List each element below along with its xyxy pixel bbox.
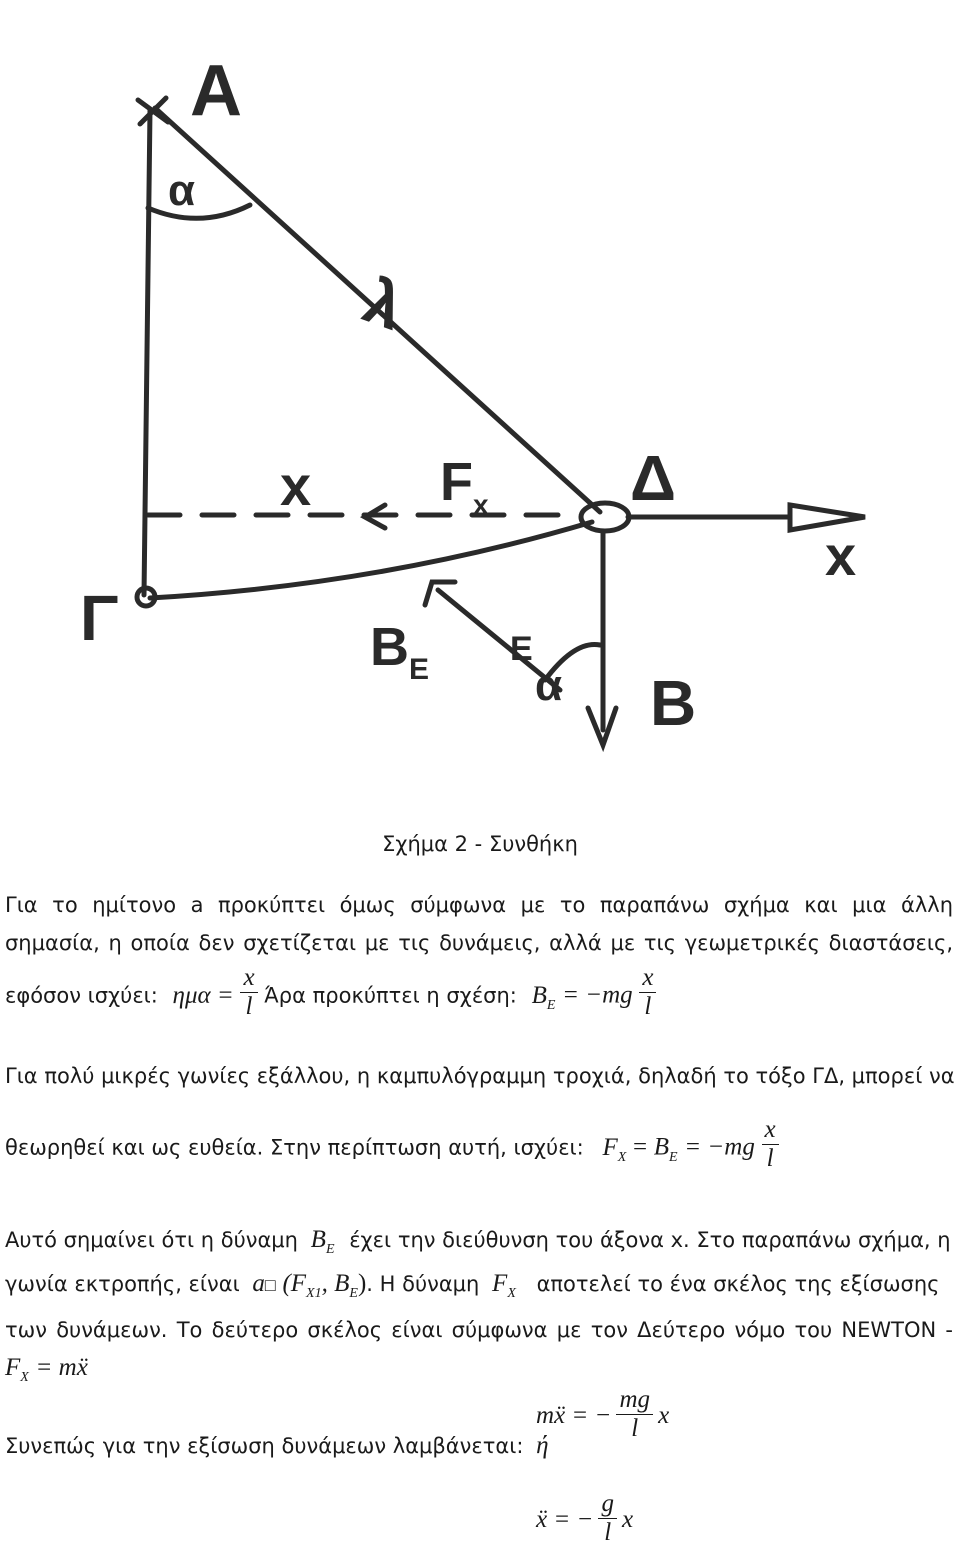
alpha-arc-top <box>148 205 250 218</box>
para3-line1: Αυτό σημαίνει ότι η δύναμη $B_E$ έχει την διεύθυνση του άξονα x. Στο παραπάνω σχήμα, η <box>5 1226 951 1257</box>
label-x-distance: x <box>280 454 312 517</box>
B-symbol: B <box>531 981 547 1009</box>
label-E: E <box>510 630 533 668</box>
newton-law: $F_X$ = mẍ <box>5 1354 88 1385</box>
para1-line3: εφόσον ισχύει: ημα = $\frac{x}{l}$ Άρα προκύπτει η σχέση: $B_E = -mg$ $\frac{x}{l}$ <box>5 968 656 1025</box>
eta-alpha: ημα = <box>172 981 234 1009</box>
figure-caption: Σχήμα 2 - Συνθήκη <box>382 832 578 856</box>
label-B: B <box>650 667 697 739</box>
para2-text: θεωρηθεί και ως ευθεία. Στην περίπτωση αυτή, ισχύει: <box>5 1135 584 1160</box>
equation-2: ẍ = − $\frac{g}{l}$ x <box>536 1490 634 1546</box>
fraction-x-over-l-2: $\frac{x}{l}$ <box>639 964 656 1021</box>
consequence-line: Συνεπώς για την εξίσωση δυνάμεων λαμβάνεται: ή <box>5 1432 549 1459</box>
para1-text2: Άρα προκύπτει η σχέση: <box>264 983 517 1008</box>
label-BE: $B_E$ <box>370 617 430 686</box>
label-Fx: $F_x$ <box>440 452 489 520</box>
bob-delta <box>581 503 629 531</box>
para2-line1: Για πολύ μικρές γωνίες εξάλλου, η καμπυλόγραμμη τροχιά, δηλαδή το τόξο ΓΔ, μπορεί να <box>5 1064 955 1088</box>
para1-text1: εφόσον ισχύει: <box>5 983 158 1008</box>
para1-line1: Για το ημίτονο a προκύπτει όμως σύμφωνα με το παραπάνω σχήμα και μια άλλη <box>5 893 953 917</box>
label-Delta: Δ <box>630 442 676 514</box>
label-A: A <box>190 51 242 131</box>
label-lambda: λ <box>355 264 414 344</box>
equation-1: mẍ = − $\frac{mg}{l}$ x <box>536 1386 670 1442</box>
fraction-x-over-l-1: $\frac{x}{l}$ <box>240 964 257 1021</box>
fraction-mg-over-l: $\frac{mg}{l}$ <box>616 1386 653 1443</box>
vertical-line-A <box>144 110 150 595</box>
para1-line2: σημασία, η οποία δεν σχετίζεται με τις δυνάμεις, αλλά με τις γεωμετρικές διαστάσεις, <box>5 931 953 955</box>
para2-line2: θεωρηθεί και ως ευθεία. Στην περίπτωση αυτή, ισχύει: $F_X = B_E = -mg$ $\frac{x}{l}$ <box>5 1120 779 1177</box>
fraction-g-over-l: $\frac{g}{l}$ <box>598 1490 617 1547</box>
label-Gamma: Γ <box>80 582 119 654</box>
para3-line2: γωνία εκτροπής, είναι a□ ($F_{X1}$, $B_E$). Η δύναμη $F_X$ αποτελεί το ένα σκέλος της εξίσωσης <box>5 1270 940 1301</box>
minus-mg: = −mg <box>562 981 633 1009</box>
fraction-x-over-l-3: $\frac{x}{l}$ <box>762 1116 779 1173</box>
label-alpha-top: α <box>168 166 196 215</box>
label-alpha-bottom: α <box>535 661 563 710</box>
arc-gamma-delta <box>150 522 592 598</box>
label-x-axis: x <box>825 524 857 587</box>
para3-line3: των δυνάμεων. Το δεύτερο σκέλος είναι σύμφωνα με τον Δεύτερο νόμο του NEWTON - <box>5 1318 953 1342</box>
